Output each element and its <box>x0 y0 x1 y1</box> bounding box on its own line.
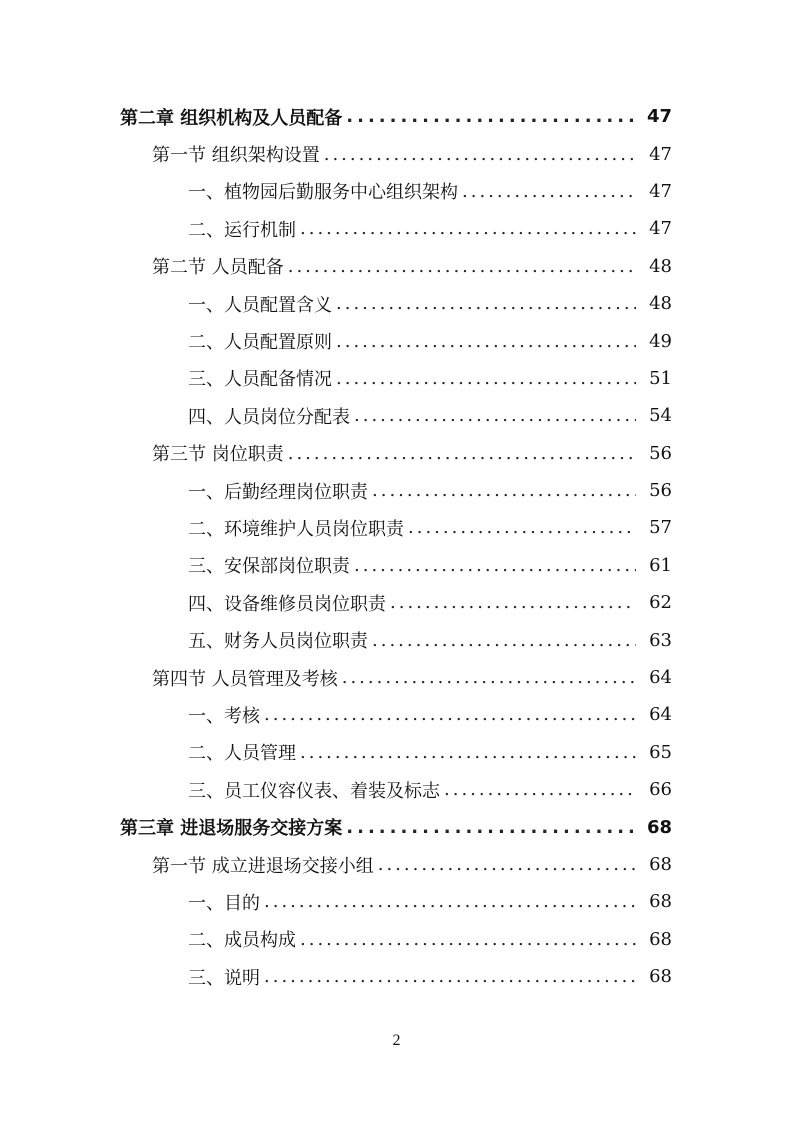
toc-entry-title: 三、员工仪容仪表、着装及标志 <box>188 780 440 802</box>
toc-entry[interactable] <box>0 135 793 172</box>
toc-entry-title: 第二节 人员配备 <box>152 257 284 279</box>
toc-entry-title: 一、考核 <box>188 705 260 727</box>
toc-entry[interactable] <box>0 210 793 247</box>
toc-entry[interactable] <box>0 771 793 808</box>
toc-entry[interactable] <box>0 472 793 509</box>
toc-leader-dots <box>336 293 636 314</box>
toc-entry-page: 64 <box>649 667 672 689</box>
toc-entry[interactable] <box>0 621 793 658</box>
toc-entry-page: 62 <box>649 592 672 614</box>
toc-entry-title: 第三章 进退场服务交接方案 <box>120 818 343 840</box>
toc-entry[interactable] <box>0 958 793 995</box>
toc-entry-page: 63 <box>649 629 672 651</box>
toc-entry-page: 68 <box>646 816 672 838</box>
toc-entry-page: 66 <box>649 779 672 801</box>
toc-leader-dots <box>372 630 636 651</box>
toc-leader-dots <box>288 443 636 464</box>
toc-entry-page: 56 <box>649 480 672 502</box>
toc-entry[interactable] <box>0 547 793 584</box>
toc-entry[interactable] <box>0 846 793 883</box>
toc-entry-page: 48 <box>649 255 672 277</box>
toc-leader-dots <box>372 480 636 501</box>
toc-leader-dots <box>354 405 636 426</box>
toc-entry-title: 二、人员管理 <box>188 743 296 765</box>
toc-entry[interactable] <box>0 584 793 621</box>
toc-leader-dots <box>300 218 636 239</box>
toc-leader-dots <box>378 854 636 875</box>
toc-entry-title: 一、植物园后勤服务中心组织架构 <box>188 182 458 204</box>
toc-entry-title: 二、成员构成 <box>188 930 296 952</box>
toc-entry[interactable] <box>0 360 793 397</box>
toc-entry-title: 二、环境维护人员岗位职责 <box>188 518 404 540</box>
toc-entry[interactable] <box>0 98 793 135</box>
toc-entry-page: 68 <box>649 854 672 875</box>
toc-entry[interactable] <box>0 921 793 958</box>
toc-entry-page: 47 <box>649 218 672 240</box>
toc-leader-dots <box>444 779 636 800</box>
toc-entry[interactable] <box>0 248 793 285</box>
toc-leader-dots <box>264 704 636 725</box>
toc-entry-page: 47 <box>649 180 672 202</box>
toc-leader-dots <box>264 966 636 987</box>
toc-entry[interactable] <box>0 883 793 920</box>
toc-entry[interactable] <box>0 435 793 472</box>
toc-leader-dots <box>336 331 636 352</box>
toc-entry-page: 56 <box>649 442 672 464</box>
table-of-contents <box>0 98 793 995</box>
toc-entry-title: 五、财务人员岗位职责 <box>188 631 368 653</box>
toc-entry-title: 三、人员配备情况 <box>188 369 332 391</box>
toc-entry-page: 68 <box>649 891 672 913</box>
toc-entry-page: 49 <box>649 330 672 352</box>
toc-leader-dots <box>300 929 636 950</box>
toc-entry-title: 三、说明 <box>188 967 260 989</box>
toc-entry-page: 68 <box>649 966 672 988</box>
toc-entry-title: 四、人员岗位分配表 <box>188 406 350 428</box>
toc-entry-title: 二、人员配置原则 <box>188 332 332 354</box>
toc-leader-dots <box>300 742 636 763</box>
toc-entry-title: 三、安保部岗位职责 <box>188 556 350 578</box>
toc-entry[interactable] <box>0 173 793 210</box>
toc-entry[interactable] <box>0 696 793 733</box>
toc-leader-dots <box>346 817 636 838</box>
toc-entry-page: 65 <box>649 741 672 763</box>
toc-entry[interactable] <box>0 322 793 359</box>
toc-entry[interactable] <box>0 659 793 696</box>
toc-entry-page: 54 <box>649 405 672 427</box>
toc-leader-dots <box>408 517 636 538</box>
toc-leader-dots <box>346 106 636 127</box>
toc-entry-title: 四、设备维修员岗位职责 <box>188 593 386 615</box>
toc-leader-dots <box>288 256 636 277</box>
toc-entry[interactable] <box>0 397 793 434</box>
toc-entry-title: 二、运行机制 <box>188 219 296 241</box>
page-number: 2 <box>392 1032 401 1049</box>
toc-entry-page: 64 <box>649 704 672 726</box>
toc-entry[interactable] <box>0 285 793 322</box>
toc-entry-page: 61 <box>649 554 672 576</box>
toc-leader-dots <box>264 891 636 912</box>
toc-leader-dots <box>354 555 636 576</box>
toc-entry-page: 68 <box>649 928 672 950</box>
toc-leader-dots <box>390 592 636 613</box>
toc-entry-title: 第一节 成立进退场交接小组 <box>152 855 374 877</box>
toc-entry-title: 第一节 组织架构设置 <box>152 145 320 167</box>
toc-entry[interactable] <box>0 808 793 845</box>
toc-entry-title: 一、后勤经理岗位职责 <box>188 481 368 503</box>
toc-entry[interactable] <box>0 734 793 771</box>
toc-entry-page: 47 <box>649 143 672 165</box>
toc-entry-title: 一、人员配置含义 <box>188 294 332 316</box>
toc-entry-page: 51 <box>649 367 672 389</box>
toc-entry-page: 47 <box>646 106 672 128</box>
toc-entry-title: 第四节 人员管理及考核 <box>152 668 338 690</box>
toc-leader-dots <box>462 181 636 202</box>
toc-entry-page: 48 <box>649 293 672 315</box>
toc-leader-dots <box>342 667 636 688</box>
toc-entry-title: 一、目的 <box>188 892 260 914</box>
toc-entry[interactable] <box>0 509 793 546</box>
toc-entry-title: 第三节 岗位职责 <box>152 444 284 466</box>
toc-leader-dots <box>336 368 636 389</box>
toc-entry-title: 第二章 组织机构及人员配备 <box>120 107 343 129</box>
toc-entry-page: 57 <box>649 517 672 539</box>
toc-leader-dots <box>324 144 636 165</box>
